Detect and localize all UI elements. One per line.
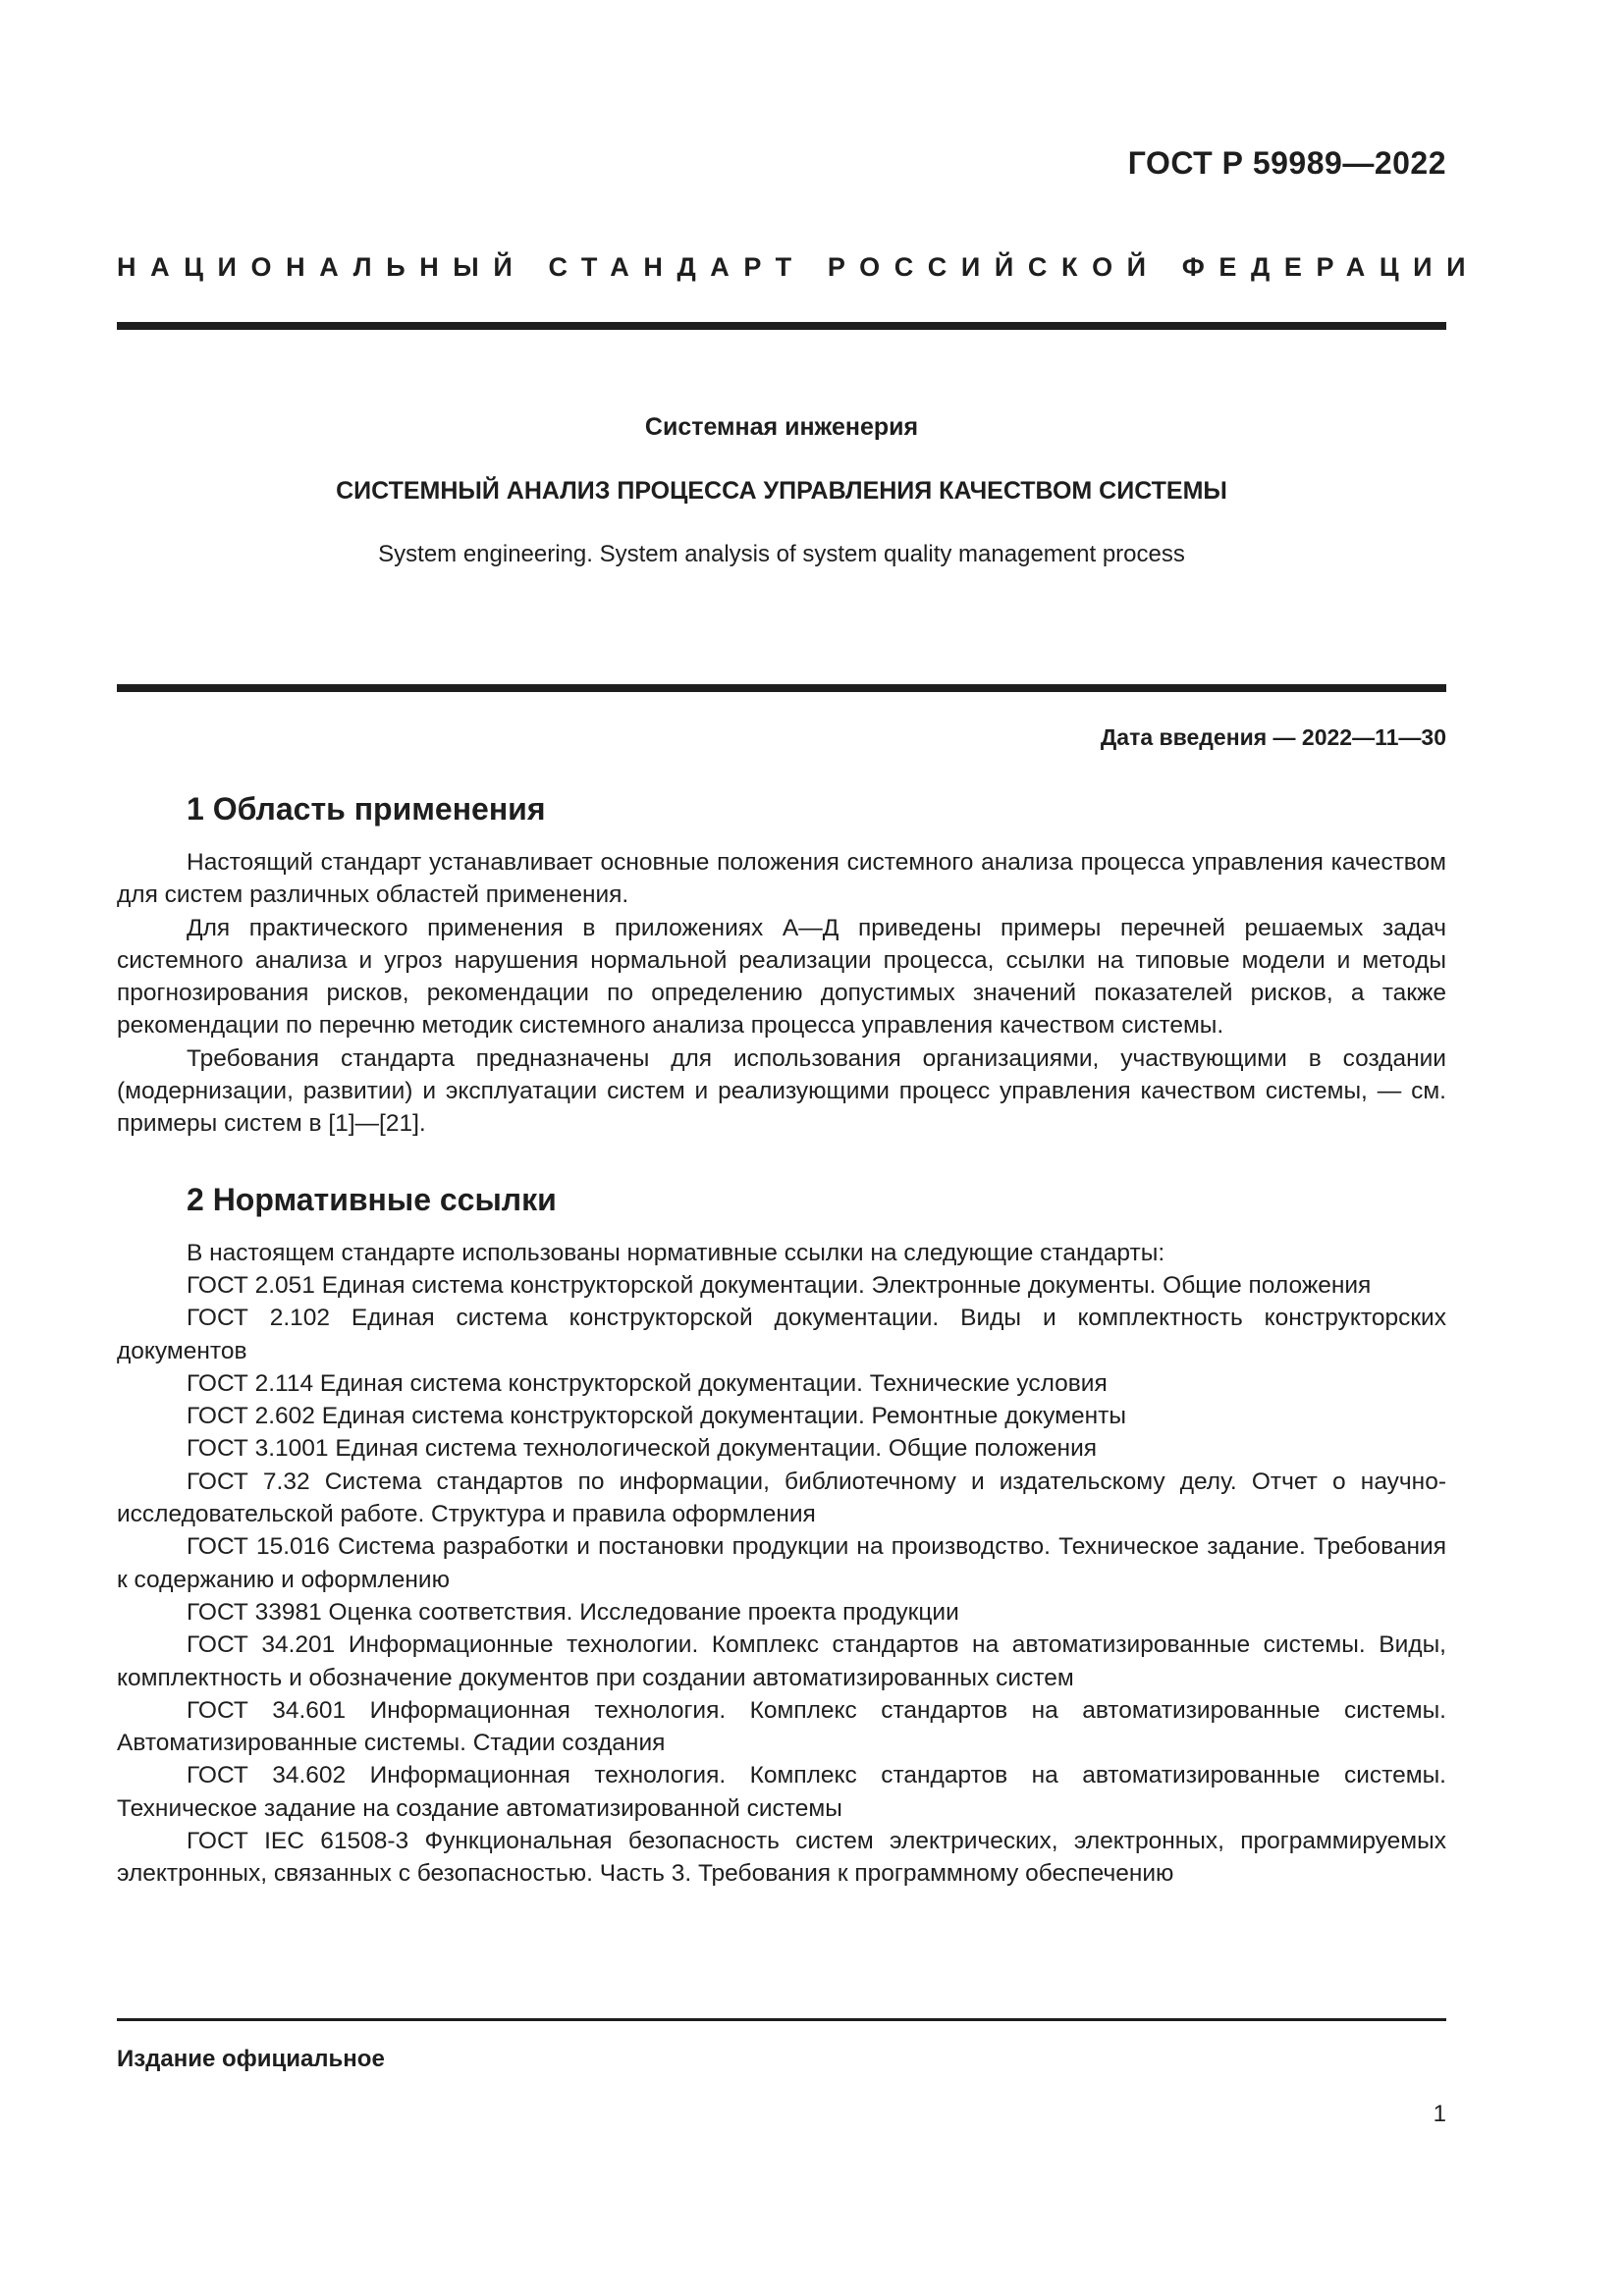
page-number: 1	[1433, 2101, 1446, 2127]
document-body	[117, 785, 1446, 1891]
title-divider	[117, 684, 1446, 692]
reference-item: ГОСТ 34.201 Информационные технологии. Комплекс стандартов на автоматизированные системы. Виды, комплектность и обозначение документов при создании автоматизированных систем	[117, 1631, 1446, 1691]
section-normative-references	[117, 1176, 1446, 1891]
section-heading: 1 Область применения	[187, 791, 546, 827]
section-scope	[117, 785, 1446, 1141]
document-title-english: System engineering. System analysis of system quality management process	[378, 541, 1185, 567]
section-heading: 2 Нормативные ссылки	[187, 1181, 557, 1217]
paragraph: Требования стандарта предназначены для использования организациями, участвующими в создании (модернизации, развитии) и эксплуатации систем и реализующими процесс управления качеством системы, — см. примеры систем в [1]—[21].	[117, 1044, 1446, 1138]
reference-item: ГОСТ 2.051 Единая система конструкторской документации. Электронные документы. Общие положения	[187, 1271, 1372, 1299]
document-page	[117, 0, 1481, 2296]
introduction-date: Дата введения — 2022—11—30	[1100, 724, 1446, 750]
standard-number: ГОСТ Р 59989—2022	[1127, 145, 1446, 181]
document-subtitle: Системная инженерия	[644, 413, 919, 441]
paragraph: Для практического применения в приложениях А—Д приведены примеры перечней решаемых задач системного анализа и угроз нарушения нормальной реализации процесса, ссылки на типовые модели и методы прогнозирования рисков, рекомендации по определению допустимых значений показателей рисков, а также рекомендации по перечню методик системного анализа процесса управления качеством системы.	[117, 914, 1446, 1040]
reference-item: ГОСТ 3.1001 Единая система технологической документации. Общие положения	[187, 1435, 1098, 1463]
reference-item: ГОСТ 15.016 Система разработки и постановки продукции на производство. Техническое задание. Требования к содержанию и оформлению	[117, 1533, 1446, 1593]
reference-item: ГОСТ IEC 61508-3 Функциональная безопасность систем электрических, электронных, программируемых электронных, связанных с безопасностью. Часть 3. Требования к программному обеспечению	[117, 1828, 1446, 1888]
national-standard-banner: НАЦИОНАЛЬНЫЙ СТАНДАРТ РОССИЙСКОЙ ФЕДЕРАЦИИ	[117, 252, 1481, 282]
reference-item: ГОСТ 34.601 Информационная технология. Комплекс стандартов на автоматизированные системы. Автоматизированные системы. Стадии создания	[117, 1696, 1446, 1757]
footer-divider	[117, 2018, 1446, 2021]
reference-item: ГОСТ 7.32 Система стандартов по информации, библиотечному и издательскому делу. Отчет о научно-исследовательской работе. Структура и правила оформления	[117, 1468, 1446, 1528]
reference-item: ГОСТ 2.114 Единая система конструкторской документации. Технические условия	[187, 1369, 1108, 1397]
document-title: СИСТЕМНЫЙ АНАЛИЗ ПРОЦЕССА УПРАВЛЕНИЯ КАЧЕСТВОМ СИСТЕМЫ	[336, 477, 1227, 505]
official-edition-label: Издание официальное	[117, 2046, 385, 2072]
reference-item: ГОСТ 2.602 Единая система конструкторской документации. Ремонтные документы	[187, 1403, 1126, 1430]
reference-item: ГОСТ 33981 Оценка соответствия. Исследование проекта продукции	[187, 1598, 959, 1626]
paragraph: Настоящий стандарт устанавливает основные положения системного анализа процесса управления качеством для систем различных областей применения.	[117, 849, 1446, 909]
top-divider	[117, 322, 1446, 330]
reference-item: ГОСТ 34.602 Информационная технология. Комплекс стандартов на автоматизированные системы. Техническое задание на создание автоматизированной системы	[117, 1762, 1446, 1822]
reference-item: ГОСТ 2.102 Единая система конструкторской документации. Виды и комплектность конструкторских документов	[117, 1305, 1446, 1364]
paragraph: В настоящем стандарте использованы нормативные ссылки на следующие стандарты:	[187, 1239, 1165, 1266]
